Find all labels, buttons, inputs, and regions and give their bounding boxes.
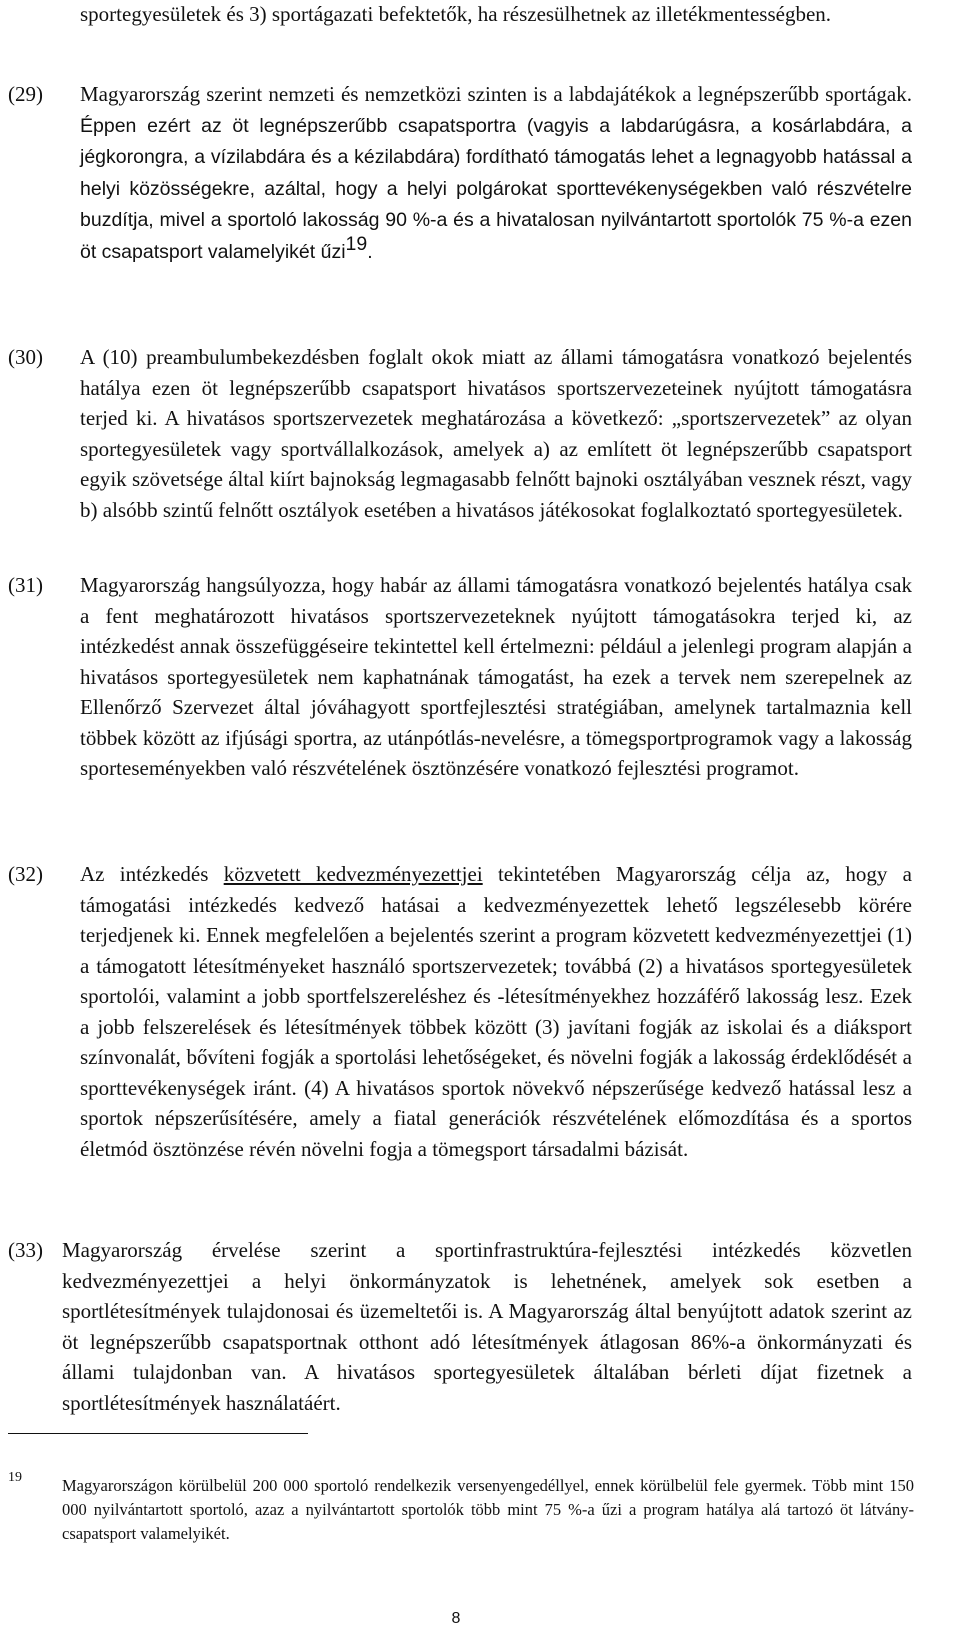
paragraph-number: (31) [8, 573, 43, 597]
footnote-number: 19 [8, 1470, 22, 1485]
footnote-text: Magyarországon körülbelül 200 000 sportoló rendelkezik versenyengedéllyel, ennek körülbelül fele gyermek. Több mint 150 000 nyilvántartott sportoló, azaz a nyilvántartott sportolók több mint 75 %-a űzi a program hatálya alá tartozó öt látvány-csapatsport valamelyikét. [62, 1476, 914, 1543]
period: . [367, 240, 373, 263]
paragraph-text [80, 79, 912, 267]
paragraph-text: sportegyesületek és 3) sportágazati befektetők, ha részesülhetnek az illetékmentességben. [80, 2, 832, 26]
underlined-term: közvetett kedvezményezettjei [223, 862, 483, 886]
paragraph-number: (32) [8, 862, 43, 886]
paragraph-text-pre: Az intézkedés [80, 862, 224, 886]
page-number: 8 [451, 1610, 461, 1627]
paragraph-text-sans: Éppen ezért az öt legnépszerűbb csapatsportra (vagyis a labdarúgásra, a kosárlabdára, a jégkorongra, a vízilabdára és a kézilabdára) fordítható támogatás lehet a legnagyobb hatással a helyi közösségekre, azáltal, hogy a helyi polgárokat sporttevékenységekben való részvételre buzdítja, mivel a sportoló lakosság 90 %-a és a hivatalosan nyilvántartott sportolók 75 %-a ezen öt csapatsport valamelyikét űzi [80, 114, 912, 263]
paragraph-number: (33) [8, 1238, 43, 1262]
paragraph-number: (29) [8, 82, 43, 106]
paragraph-text: A (10) preambulumbekezdésben foglalt okok miatt az állami támogatásra vonatkozó bejelentés hatálya ezen öt legnépszerűbb csapatsport hivatásos sportszervezeteinek nyújtott támogatásra terjed ki. A hivatásos sportszervezetek meghatározása a következő: „sportszervezetek” az olyan sportegyesületek vagy sportvállalkozások, amelyek a) az említett öt legnépszerűbb csapatsport egyik szövetsége által kiírt bajnokság legmagasabb felnőtt bajnoki osztályában vesznek részt, vagy b) alsóbb szintű felnőtt osztályok esetében a hivatásos játékosokat foglalkoztató sportegyesületek. [80, 345, 912, 522]
footnote-separator [8, 1433, 308, 1434]
paragraph-text: Magyarország hangsúlyozza, hogy habár az állami támogatásra vonatkozó bejelentés hatálya csak a fent meghatározott hivatásos sportszervezeteknek nyújtott támogatásokra terjed ki, az intézkedést annak összefüggéseire tekintettel kell értelmezni: például a jelenlegi program alapján a hivatásos sportegyesületek nem kaphatnának támogatást, ha ezek a tervek nem szerepelnek az Ellenőrző Szervezet által jóváhagyott sportfejlesztési stratégiában, amelynek tartalmaznia kell többek között az ifjúsági sportra, az utánpótlás-nevelésre, a tömegsportprogramok vagy a lakosság sporteseményekben való részvételének ösztönzésére vonatkozó fejlesztési programot. [80, 573, 912, 780]
footnote-ref[interactable]: 19 [345, 232, 368, 255]
paragraph-text [80, 859, 912, 1164]
paragraph-number: (30) [8, 345, 43, 369]
paragraph-text-post: tekintetében Magyarország célja az, hogy a támogatási intézkedés kedvező hatásai a kedvezményezettek lehető legszélesebb körére terjedjenek ki. Ennek megfelelően a bejelentés szerint a program közvetett kedvezményezettjei (1) a támogatott létesítményeket használó sportszervezetek; továbbá (2) a hivatásos sportegyesületek sportolói, valamint a jobb sportfelszereléshez és -létesítményekhez hozzáférő lakosság lesz. Ezek a jobb felszerelések és létesítmények többek között (3) javítani fogják az iskolai és a diáksport színvonalát, bővíteni fogják a sportolási lehetőségeket, és növelni fogják a lakosság érdeklődését a sporttevékenységek iránt. (4) A hivatásos sportok növekvő népszerűsége kedvező hatással lesz a sportok népszerűsítésére, amely a fiatal generációk részvételének előmozdítása és a sportos életmód ösztönzése révén növelni fogja a tömegsport társadalmi bázisát. [80, 862, 912, 1161]
paragraph-text-serif: Magyarország szerint nemzeti és nemzetközi szinten is a labdajátékok a legnépszerűbb sportágak. [80, 82, 912, 106]
paragraph-text: Magyarország érvelése szerint a sportinfrastruktúra-fejlesztési intézkedés közvetlen kedvezményezettjei a helyi önkormányzatok is lehetnének, amelyek sok esetben a sportlétesítmények tulajdonosai és üzemeltetői is. A Magyarország által benyújtott adatok szerint az öt legnépszerűbb csapatsportnak otthont adó létesítmények átlagosan 86%-a önkormányzati és állami tulajdonban van. A hivatásos sportegyesületek általában bérleti díjat fizetnek a sportlétesítmények használatáért. [62, 1238, 912, 1415]
